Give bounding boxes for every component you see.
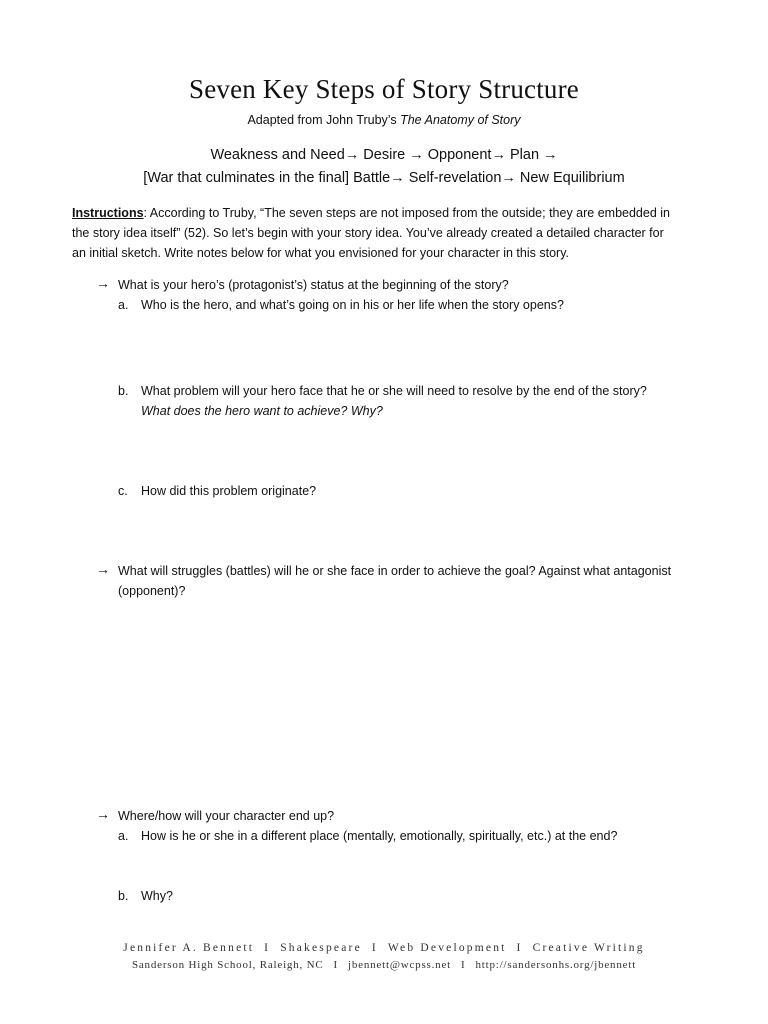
footer-url[interactable]: http://sandersonhs.org/jbennett: [475, 959, 637, 971]
question-1b-italic: What does the hero want to achieve? Why?: [141, 404, 383, 418]
footer-subject-2: Web Development: [387, 942, 507, 954]
instructions: [72, 203, 692, 263]
steps-line-1: Weakness and Need→ Desire → Opponent→ Plan →: [210, 147, 558, 163]
question-1a-marker: a.: [118, 298, 129, 312]
footer-separator: I: [516, 942, 523, 954]
steps-line-2: [War that culminates in the final] Battle→ Self-revelation→ New Equilibrium: [143, 170, 625, 186]
subtitle: [0, 113, 768, 127]
arrow-bullet-icon: →: [96, 275, 110, 291]
instructions-line-1: [72, 203, 692, 223]
question-1c-marker: c.: [118, 484, 128, 498]
footer-line-2: [0, 959, 768, 971]
question-3b-marker: b.: [118, 889, 129, 903]
question-1a: Who is the hero, and what’s going on in his or her life when the story opens?: [141, 298, 564, 312]
footer-subject-3: Creative Writing: [532, 942, 645, 954]
question-3: Where/how will your character end up?: [118, 809, 335, 823]
question-2-line-2: (opponent)?: [118, 584, 186, 598]
instructions-line-3: an initial sketch. Write notes below for what you envisioned for your character in this story.: [72, 246, 569, 260]
question-3a-marker: a.: [118, 829, 129, 843]
instructions-line-2: the story idea itself” (52). So let’s begin with your story idea. You’ve already created a detailed character for: [72, 226, 664, 240]
footer-line-1: [0, 942, 768, 954]
footer-school: Sanderson High School, Raleigh, NC: [131, 959, 324, 971]
question-3a: How is he or she in a different place (mentally, emotionally, spiritually, etc.) at the end?: [141, 829, 618, 843]
footer-email[interactable]: jbennett@wcpss.net: [347, 959, 452, 971]
arrow-bullet-icon: →: [96, 806, 110, 822]
footer-name: Jennifer A. Bennett: [123, 942, 255, 954]
question-3b: Why?: [141, 889, 173, 903]
instructions-text-1: : According to Truby, “The seven steps are not imposed from the outside; they are embedded in: [143, 206, 670, 220]
question-1: What is your hero’s (protagonist’s) status at the beginning of the story?: [118, 278, 509, 292]
question-1c: How did this problem originate?: [141, 484, 317, 498]
arrow-bullet-icon: →: [96, 561, 110, 577]
footer-separator: I: [371, 942, 378, 954]
instructions-label: Instructions: [72, 206, 144, 220]
question-1b: What problem will your hero face that he or she will need to resolve by the end of the story?: [141, 384, 647, 398]
footer-separator: I: [264, 942, 271, 954]
footer-separator: I: [461, 959, 466, 971]
footer-separator: I: [333, 959, 338, 971]
subtitle-prefix: Adapted from John Truby’s: [247, 113, 401, 127]
page-title: Seven Key Steps of Story Structure: [189, 74, 579, 104]
question-1b-marker: b.: [118, 384, 129, 398]
book-title: The Anatomy of Story: [400, 113, 521, 127]
question-2-line-1: What will struggles (battles) will he or she face in order to achieve the goal? Against what antagonist: [118, 564, 672, 578]
footer-subject-1: Shakespeare: [280, 942, 362, 954]
